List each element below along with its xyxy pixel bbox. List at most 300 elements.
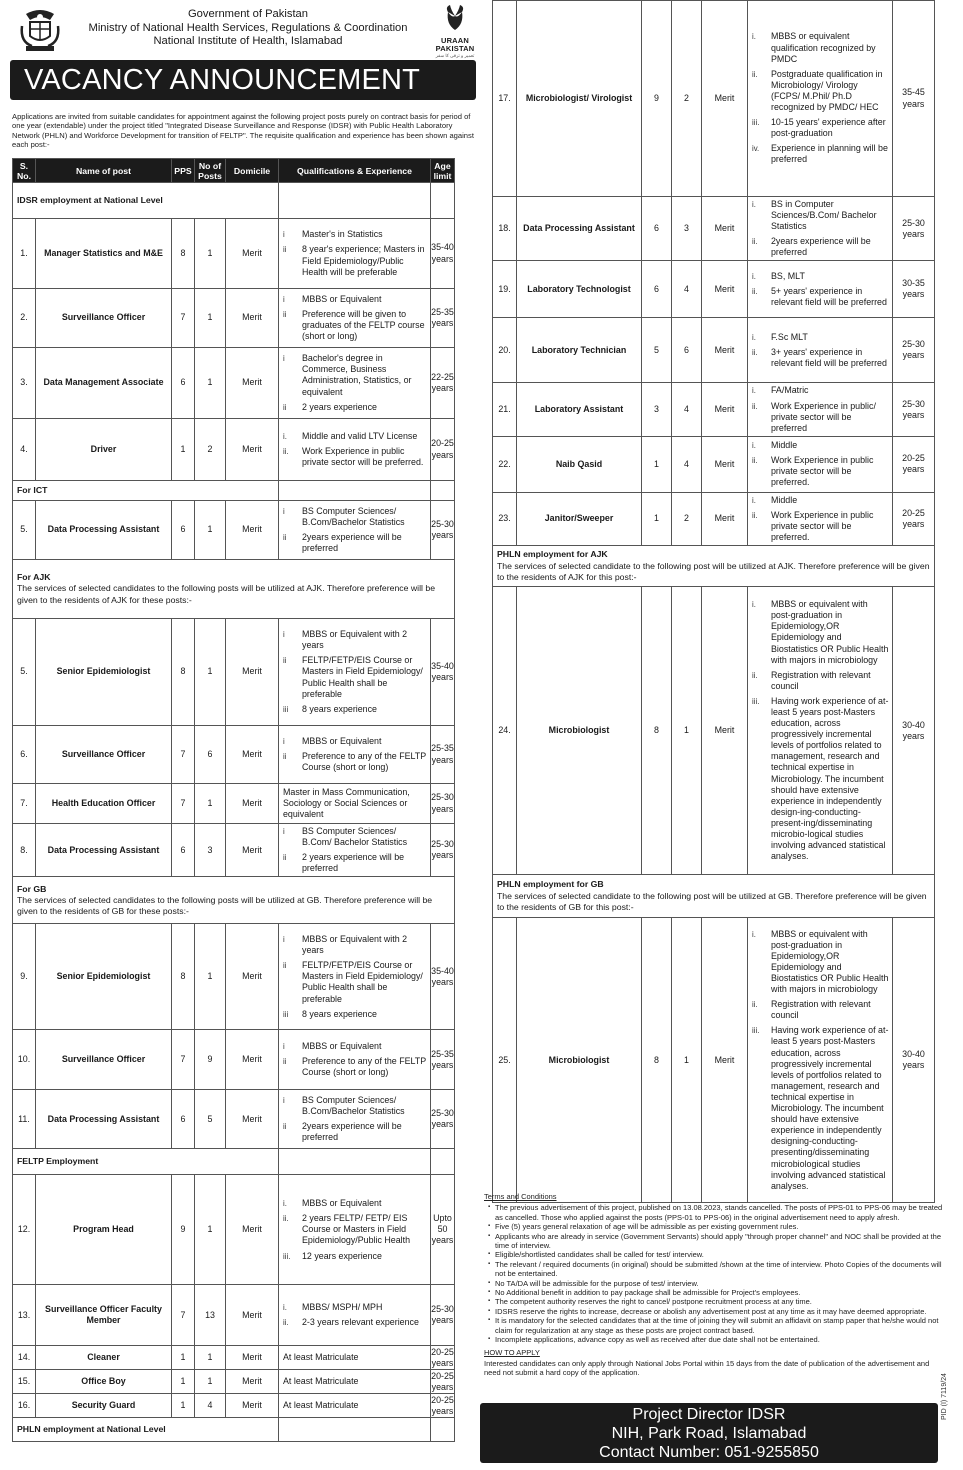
qualification-number: i. xyxy=(752,271,756,281)
post-name: Microbiologist xyxy=(517,587,642,875)
post-row xyxy=(13,824,455,877)
post-row xyxy=(493,436,935,492)
post-serial-no: 8. xyxy=(13,824,36,877)
qualification-number: i. xyxy=(752,32,756,42)
post-name: Laboratory Technician xyxy=(517,318,642,383)
post-age-limit: 20-25 years xyxy=(431,1346,454,1368)
post-domicile: Merit xyxy=(226,289,279,348)
post-qualifications xyxy=(279,289,431,348)
term-item: ▪ Five (5) years general relaxation of age will be admissible as per existing government rules. xyxy=(488,1222,947,1231)
term-item: ▪ It is mandatory for the selected candidates that at the time of joining they will submit an affidavit on stamp paper that he/she would not claim for regularization at any stage as these posts are project contract based. xyxy=(488,1316,947,1335)
qualification-text: 2years experience will be preferred xyxy=(302,1121,402,1143)
post-row xyxy=(13,1175,455,1285)
post-pps: 9 xyxy=(172,1175,195,1285)
post-pps: 8 xyxy=(172,924,195,1030)
post-age-limit: 30-35 years xyxy=(893,261,935,318)
qualification-item xyxy=(748,115,892,141)
qualification-text: MBBS or Equivalent xyxy=(302,1198,382,1209)
qualification-number: ii. xyxy=(752,286,758,296)
post-domicile: Merit xyxy=(226,924,279,1030)
qualification-item xyxy=(279,292,430,307)
qualification-text: 2years experience will be preferred xyxy=(771,236,871,258)
post-name: Senior Epidemiologist xyxy=(36,619,172,726)
qualification-number: ii xyxy=(283,656,287,666)
post-age-limit: 25-30 years xyxy=(431,1090,455,1149)
post-name: Surveillance Officer Faculty Member xyxy=(36,1285,172,1346)
post-count: 5 xyxy=(195,1090,226,1149)
qualification-text: 2 years experience will be preferred xyxy=(302,852,405,874)
qualification-text: 3+ years' experience in relevant field will be preferred xyxy=(771,346,887,369)
post-serial-no: 1. xyxy=(13,219,36,289)
qualification-number: i xyxy=(283,230,285,240)
qualification-item xyxy=(279,351,430,399)
post-name: Microbiologist xyxy=(517,918,642,1203)
post-pps: 1 xyxy=(172,419,195,481)
qualification-item xyxy=(748,597,892,668)
section-phln-gb-text: The services of selected candidate to the following post will be utilized at GB. Therefore preference will be given to the residents of GB for this post:- xyxy=(497,890,927,912)
col-age: Age limit xyxy=(431,159,455,183)
post-domicile: Merit xyxy=(702,436,748,492)
qualification-item xyxy=(748,269,892,284)
post-row xyxy=(13,619,455,726)
post-name: Laboratory Technologist xyxy=(517,261,642,318)
qualification-item xyxy=(279,702,430,717)
post-name: Data Management Associate xyxy=(36,348,172,419)
section-phln-gb-title: PHLN employment for GB xyxy=(497,879,604,890)
qualification-number: i xyxy=(283,935,285,945)
term-item: ▪ The relevant / required documents (in original) should be submitted /shown at the time of interview. Photo Copies of the documents will not be entertained. xyxy=(488,1260,947,1279)
post-domicile: Merit xyxy=(226,501,279,560)
section-ajk-text: The services of selected candidates to the following posts will be utilized at AJK. Therefore preference will be given to the residents of AJK for these posts:- xyxy=(17,583,436,605)
qualification-item xyxy=(279,504,430,530)
section-phln-ajk-title: PHLN employment for AJK xyxy=(497,549,608,560)
post-row xyxy=(13,501,455,560)
qualification-text: 8 years experience xyxy=(302,703,377,714)
post-qualifications xyxy=(279,619,431,726)
post-pps: 7 xyxy=(172,726,195,784)
qualification-item xyxy=(279,1196,430,1211)
qualification-item xyxy=(748,508,892,545)
logo-text: URAAN PAKISTAN xyxy=(435,36,475,53)
post-count: 1 xyxy=(195,1346,226,1370)
qualification-text: Work Experience in public private sector will be preferred. xyxy=(771,509,874,543)
qualification-number: i. xyxy=(752,929,756,939)
post-count: 13 xyxy=(195,1285,226,1346)
post-domicile: Merit xyxy=(226,1346,279,1370)
section-idsr: IDSR employment at National Level xyxy=(13,183,279,219)
qualification-number: i xyxy=(283,630,285,640)
qualification-item xyxy=(748,493,892,508)
post-pps: 7 xyxy=(172,1030,195,1090)
qualification-item xyxy=(748,453,892,490)
post-domicile: Merit xyxy=(702,918,748,1203)
post-qualifications xyxy=(279,726,431,784)
qualification-text: FELTP/FETP/EIS Course or Masters in Field Epidemiology/ Public Health shall be preferable xyxy=(302,960,423,1004)
qualification-number: i. xyxy=(752,600,756,610)
post-serial-no: 11. xyxy=(13,1090,36,1149)
qualification-item xyxy=(279,1039,430,1054)
post-serial-no: 14. xyxy=(13,1346,36,1370)
footer-line-3: Contact Number: 051-9255850 xyxy=(599,1444,819,1461)
qualification-item xyxy=(279,1211,430,1248)
qualification-text: Work Experience in public/ private sector will be preferred xyxy=(771,400,876,433)
qualification-number: i xyxy=(283,1096,285,1106)
qualification-text: Master in Mass Communication, Sociology or Social Sciences or equivalent xyxy=(283,787,410,819)
qualification-number: i. xyxy=(283,1199,287,1209)
post-age-limit: 20-25 years xyxy=(431,1370,454,1392)
qualification-item xyxy=(748,927,892,998)
post-row xyxy=(493,383,935,436)
qualification-number: iii. xyxy=(752,696,760,706)
post-qualifications xyxy=(279,219,431,289)
qualification-text: Having work experience of at-least 5 years post-Masters education, across progressively incremental levels of portfolios related to management, research and technical expertise in Microbiology. The incumbent should have extensive experience in independently design-ing-conducting- present-ing/disseminating microbio-logical studies involving advanced statistical analyses. xyxy=(771,695,889,862)
post-domicile: Merit xyxy=(226,824,279,877)
qualification-item xyxy=(748,668,892,694)
qualification-item xyxy=(748,997,892,1023)
post-pps: 6 xyxy=(172,501,195,560)
post-age-limit: 35-45 years xyxy=(893,1,935,197)
post-age-limit: 25-30 years xyxy=(431,784,455,824)
post-domicile: Merit xyxy=(226,1030,279,1090)
post-domicile: Merit xyxy=(226,726,279,784)
post-pps: 6 xyxy=(172,824,195,877)
post-pps: 9 xyxy=(642,1,672,197)
post-name: Health Education Officer xyxy=(36,784,172,824)
qualification-item xyxy=(748,330,892,345)
qualification-number: i xyxy=(283,506,285,516)
qualification-number: ii xyxy=(283,853,287,863)
qualification-text: 8 year's experience; Masters in Field Epidemiology/Public Health will be preferable xyxy=(302,244,425,277)
header-line-3: National Institute of Health, Islamabad xyxy=(153,35,343,48)
post-qualifications xyxy=(748,197,893,261)
post-count: 2 xyxy=(672,492,702,545)
qualification-text: Middle xyxy=(771,494,798,505)
post-pps: 1 xyxy=(172,1394,195,1418)
qualification-text: 10-15 years' experience after post-graduation xyxy=(771,117,886,139)
post-count: 1 xyxy=(195,348,226,419)
post-domicile: Merit xyxy=(226,419,279,481)
qualification-text: 5+ years' experience in relevant field will be preferred xyxy=(771,285,887,308)
post-serial-no: 16. xyxy=(13,1394,36,1418)
post-count: 1 xyxy=(195,619,226,726)
qualification-number: i xyxy=(283,294,285,304)
post-age-limit: 22-25 years xyxy=(431,348,455,419)
footer-line-1: Project Director IDSR xyxy=(632,1406,786,1423)
qualification-text: 2 years FELTP/ FETP/ EIS Course or Masters in Field Epidemiology/Public Health xyxy=(302,1213,411,1246)
qualification-number: ii. xyxy=(752,69,758,79)
post-serial-no: 3. xyxy=(13,348,36,419)
qualification-item xyxy=(748,1023,892,1193)
post-count: 2 xyxy=(195,419,226,481)
qualification-number: iii. xyxy=(283,1251,291,1261)
qualification-number: ii xyxy=(283,245,287,255)
vacancy-table-left xyxy=(12,158,455,1442)
post-domicile: Merit xyxy=(702,318,748,383)
post-row xyxy=(493,318,935,383)
term-item: ▪ Applicants who are already in service (Government Servants) should apply "through proper channel" and NOC shall be provided at the time of interview. xyxy=(488,1232,947,1251)
post-pps: 1 xyxy=(642,436,672,492)
post-serial-no: 6. xyxy=(13,726,36,784)
post-age-limit: 25-30 years xyxy=(893,318,935,383)
post-qualifications xyxy=(279,924,431,1030)
post-serial-no: 17. xyxy=(493,1,517,197)
post-domicile: Merit xyxy=(702,492,748,545)
post-qualifications xyxy=(279,501,431,560)
pid-number: PID (I) 7119/24 xyxy=(941,1373,948,1420)
post-name: Program Head xyxy=(36,1175,172,1285)
post-pps: 8 xyxy=(642,587,672,875)
post-serial-no: 25. xyxy=(493,918,517,1203)
post-qualifications xyxy=(279,1090,431,1149)
post-domicile: Merit xyxy=(702,1,748,197)
post-qualifications xyxy=(279,348,431,419)
how-to-apply-text: Interested candidates can only apply through National Jobs Portal within 15 days from the date of publication of the advertisement and need not submit a hard copy of the application. xyxy=(484,1358,930,1378)
post-pps: 7 xyxy=(172,784,195,824)
post-pps: 1 xyxy=(172,1346,195,1370)
post-pps: 1 xyxy=(642,492,672,545)
pakistan-emblem-icon xyxy=(16,6,64,54)
post-pps: 6 xyxy=(172,1090,195,1149)
qualification-text: 2 years experience xyxy=(302,401,377,412)
post-name: Cleaner xyxy=(36,1346,172,1370)
col-domicile: Domicile xyxy=(226,159,279,183)
qualification-text: Master's in Statistics xyxy=(302,229,383,240)
section-ict: For ICT xyxy=(13,481,279,501)
qualification-text: Registration with relevant council xyxy=(771,999,871,1021)
post-count: 4 xyxy=(672,383,702,436)
post-qualifications xyxy=(279,1346,431,1370)
post-pps: 8 xyxy=(172,219,195,289)
post-qualifications xyxy=(748,918,893,1203)
post-count: 1 xyxy=(195,1175,226,1285)
qualification-number: ii. xyxy=(752,456,758,466)
post-qualifications xyxy=(748,1,893,197)
qualification-item xyxy=(279,429,430,444)
qualification-text: Preference to any of the FELTP Course (short or long) xyxy=(302,1056,426,1078)
post-serial-no: 19. xyxy=(493,261,517,318)
term-item: ▪ The competent authority reserves the right to cancel/ postpone recruitment process at any time. xyxy=(488,1297,947,1306)
post-qualifications xyxy=(279,784,431,824)
qualification-number: i. xyxy=(283,431,287,441)
term-item: ▪ No Additional benefit in addition to pay package shall be admissible for Project's employees. xyxy=(488,1288,947,1297)
col-name: Name of post xyxy=(36,159,172,183)
post-pps: 6 xyxy=(642,261,672,318)
post-name: Senior Epidemiologist xyxy=(36,924,172,1030)
post-age-limit: 25-30 years xyxy=(431,1285,455,1346)
footer-line-2: NIH, Park Road, Islamabad xyxy=(611,1425,807,1442)
qualification-number: ii xyxy=(283,1057,287,1067)
qualification-text: Registration with relevant council xyxy=(771,669,871,691)
section-ajk-title: For AJK xyxy=(17,572,51,583)
post-age-limit: 25-35 years xyxy=(431,726,455,784)
qualification-number: i. xyxy=(752,200,756,209)
qualification-item xyxy=(279,1054,430,1080)
qualification-text: 2years experience will be preferred xyxy=(302,532,402,554)
intro-paragraph: Applications are invited from suitable candidates for appointment against the following project posts purely on contract basis for period of one year (extendable) under the project titled "Integrated Disease Surveillance and Response (IDSR) with Public Health Laboratory Network (PHLN) and Workforce Development for transition of FELTP". The requisite qualification and experience has been shown against each post:- xyxy=(12,112,474,150)
post-row xyxy=(13,1394,455,1418)
post-age-limit: 20-25 years xyxy=(893,492,935,545)
qualification-number: iii. xyxy=(752,118,760,128)
post-pps: 6 xyxy=(642,197,672,261)
section-feltp: FELTP Employment xyxy=(13,1149,279,1175)
post-pps: 7 xyxy=(172,1285,195,1346)
post-qualifications xyxy=(279,1394,431,1418)
qualification-number: i xyxy=(283,354,285,364)
qualification-text: BS Computer Sciences/ B.Com/ Bachelor Statistics xyxy=(302,826,408,848)
document-header xyxy=(10,4,475,60)
col-sno: S. No. xyxy=(13,159,36,183)
post-row xyxy=(13,1346,455,1370)
post-serial-no: 18. xyxy=(493,197,517,261)
header-text xyxy=(68,8,428,49)
header-line-2: Ministry of National Health Services, Regulations & Coordination xyxy=(88,21,408,34)
post-qualifications xyxy=(748,261,893,318)
qualification-item xyxy=(279,1300,430,1315)
qualification-number: i xyxy=(283,827,285,836)
qualification-item xyxy=(279,958,430,1006)
post-qualifications xyxy=(279,419,431,481)
post-name: Security Guard xyxy=(36,1394,172,1418)
terms-and-conditions xyxy=(484,1192,947,1378)
qualification-item xyxy=(748,694,892,864)
qualification-text: At least Matriculate xyxy=(283,1352,359,1363)
qualification-text: 8 years experience xyxy=(302,1008,377,1019)
post-age-limit: 25-30 years xyxy=(431,501,455,560)
qualification-number: i. xyxy=(752,495,756,505)
post-age-limit: Upto 50 years xyxy=(431,1175,455,1285)
post-domicile: Merit xyxy=(226,1394,279,1418)
post-count: 1 xyxy=(195,1370,226,1394)
qualification-item xyxy=(748,234,892,260)
qualification-text: Experience in planning will be preferred xyxy=(771,143,888,165)
qualification-text: BS in Computer Sciences/B.Com/ Bachelor Statistics xyxy=(771,199,877,232)
post-count: 1 xyxy=(195,924,226,1030)
post-domicile: Merit xyxy=(226,1175,279,1285)
qualification-number: ii xyxy=(283,1122,287,1132)
post-serial-no: 10. xyxy=(13,1030,36,1090)
post-pps: 8 xyxy=(642,918,672,1203)
qualification-number: ii xyxy=(283,402,287,412)
section-phln-gb xyxy=(493,875,935,918)
post-count: 1 xyxy=(195,501,226,560)
post-serial-no: 23. xyxy=(493,492,517,545)
qualification-text: At least Matriculate xyxy=(283,1400,359,1411)
contact-footer xyxy=(480,1403,938,1463)
header-line-1: Government of Pakistan xyxy=(187,8,308,20)
post-row xyxy=(493,1,935,197)
qualification-text: FELTP/FETP/EIS Course or Masters in Field Epidemiology/ Public Health shall be preferable xyxy=(302,655,423,699)
qualification-number: ii xyxy=(283,961,287,971)
qualification-item xyxy=(279,749,430,775)
post-age-limit: 25-30 years xyxy=(893,197,935,261)
post-serial-no: 21. xyxy=(493,383,517,436)
post-age-limit: 25-35 years xyxy=(431,289,455,348)
qualification-number: ii. xyxy=(752,1000,758,1010)
post-domicile: Merit xyxy=(226,1370,279,1394)
qualification-item xyxy=(279,932,430,958)
post-serial-no: 20. xyxy=(493,318,517,383)
post-row xyxy=(13,726,455,784)
qualification-number: ii xyxy=(283,533,287,542)
section-gb-title: For GB xyxy=(17,883,47,894)
qualification-item xyxy=(279,1119,430,1145)
qualification-number: i xyxy=(283,1042,285,1052)
section-gb-text: The services of selected candidates to the following posts will be utilized at GB. Therefore preference will be given to the residents of GB for these posts:- xyxy=(17,894,433,916)
post-domicile: Merit xyxy=(226,348,279,419)
post-row xyxy=(13,784,455,824)
post-name: Laboratory Assistant xyxy=(517,383,642,436)
post-count: 1 xyxy=(672,918,702,1203)
post-count: 1 xyxy=(195,784,226,824)
qualification-number: iv. xyxy=(752,144,760,154)
post-name: Office Boy xyxy=(36,1370,172,1394)
qualification-item xyxy=(279,1093,430,1119)
post-row xyxy=(493,197,935,261)
qualification-number: ii. xyxy=(283,1214,289,1224)
post-pps: 5 xyxy=(642,318,672,383)
logo-subtext: تعمیر و ترقی کا سفر xyxy=(435,53,475,58)
post-qualifications xyxy=(279,1175,431,1285)
post-row xyxy=(13,1090,455,1149)
post-qualifications xyxy=(748,436,893,492)
post-name: Manager Statistics and M&E xyxy=(36,219,172,289)
qualification-item xyxy=(279,653,430,701)
term-item: ▪ No TA/DA will be admissible for the purpose of test/ interview. xyxy=(488,1279,947,1288)
qualification-text: MBBS or Equivalent with 2 years xyxy=(302,629,408,651)
qualification-text: Work Experience in public private sector will be preferred. xyxy=(302,445,424,468)
post-age-limit: 25-30 years xyxy=(431,824,455,877)
bird-icon xyxy=(442,4,468,32)
post-name: Surveillance Officer xyxy=(36,289,172,348)
qualification-text: F.Sc MLT xyxy=(771,331,808,342)
qualification-item xyxy=(279,627,430,653)
post-pps: 6 xyxy=(172,348,195,419)
post-age-limit: 25-30 years xyxy=(893,383,935,436)
qualification-item xyxy=(748,141,892,167)
post-count: 1 xyxy=(195,219,226,289)
post-qualifications xyxy=(748,318,893,383)
qualification-number: iii. xyxy=(752,1026,760,1036)
qualification-text: MBBS or Equivalent xyxy=(302,293,382,304)
qualification-text: FA/Matric xyxy=(771,385,809,396)
post-serial-no: 7. xyxy=(13,784,36,824)
qualification-number: i. xyxy=(752,441,756,451)
uraan-pakistan-logo xyxy=(430,4,480,60)
section-phln-national: PHLN employment at National Level xyxy=(13,1418,279,1442)
qualification-text: Work Experience in public private sector will be preferred. xyxy=(771,455,874,488)
post-count: 1 xyxy=(195,289,226,348)
term-item: ▪ The previous advertisement of this project, published on 13.08.2023, stands cancelled. The posts of PPS-01 to PPS-06 may be treated as cancelled. Those who applied against the posts (PPS-01 to PPS-06) in the original advertisement need to apply afresh. xyxy=(488,1203,947,1222)
qualification-text: MBBS/ MSPH/ MPH xyxy=(302,1302,383,1313)
qualification-number: ii xyxy=(283,309,287,319)
post-qualifications xyxy=(748,587,893,875)
post-qualifications xyxy=(279,1285,431,1346)
post-age-limit: 30-40 years xyxy=(893,918,935,1203)
post-serial-no: 22. xyxy=(493,436,517,492)
post-domicile: Merit xyxy=(226,1090,279,1149)
qualification-text: MBBS or Equivalent xyxy=(302,735,382,746)
qualification-item xyxy=(748,399,892,436)
qualification-number: ii. xyxy=(283,1318,289,1328)
qualification-text: BS, MLT xyxy=(771,270,805,281)
qualification-item xyxy=(279,824,430,850)
post-serial-no: 15. xyxy=(13,1370,36,1394)
qualification-item xyxy=(279,734,430,749)
section-ajk xyxy=(13,560,455,619)
qualification-text: Bachelor's degree in Commerce, Business Administration, Statistics, or equivalent xyxy=(302,353,412,397)
qualification-text: MBBS or Equivalent xyxy=(302,1041,382,1052)
post-serial-no: 24. xyxy=(493,587,517,875)
